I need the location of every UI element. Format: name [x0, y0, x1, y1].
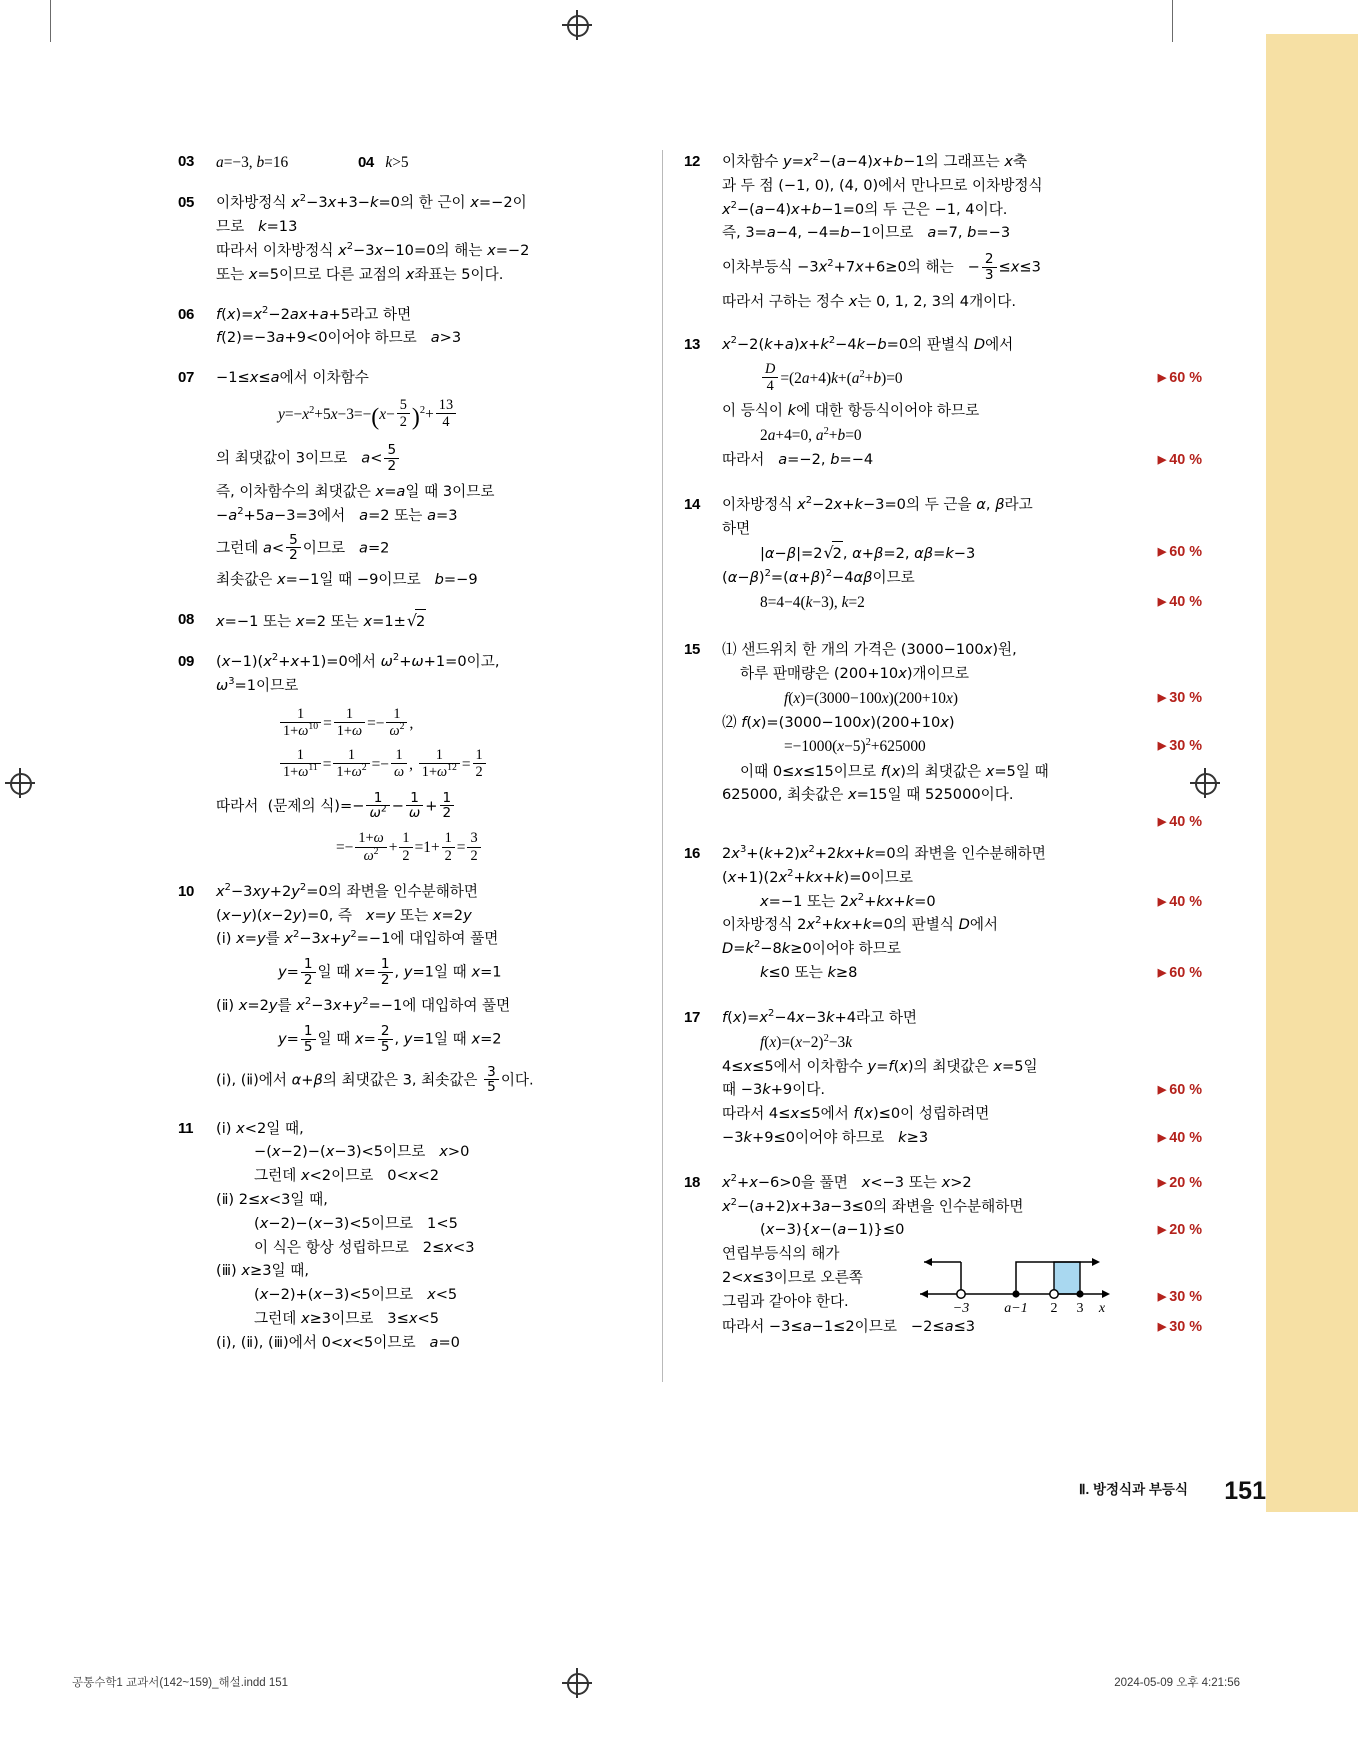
solution-line: 또는 x=5이므로 다른 교점의 x좌표는 5이다. — [216, 265, 504, 283]
solution-line: 4≤x≤5에서 이차함수 y=f(x)의 최댓값은 x=5일 — [722, 1057, 1038, 1075]
solution-line: $y=-x^2+5x-3=-(x-$ $\frac{5}{2}$ )$^2$+ $\frac{13}{4}$ — [216, 398, 630, 437]
solution-line: 이차방정식 $2x^2+kx+k=0$의 판별식 D에서 — [722, 915, 999, 934]
score-badge: ▶ 30 % — [1157, 738, 1202, 755]
solution-line: −(x−2)−(x−3)<5이므로 x>0 — [254, 1143, 470, 1161]
solution-line: 따라서 이차방정식 $x^2-3x-10=0$의 해는 x=−2 — [216, 241, 530, 259]
score-badge: ▶ 40 % — [1157, 814, 1202, 831]
column-divider — [662, 150, 663, 1382]
svg-text:x: x — [1098, 1301, 1106, 1317]
solution-line: 즉, 이차함수의 최댓값은 x=a일 때 3이므로 — [216, 482, 495, 500]
solution-line: (ⅲ) x≥3일 때, — [216, 1262, 309, 1280]
solution-line: $x^2+x-6>0$을 풀면 x<−3 또는 x>2 ▶ 20 % — [722, 1171, 1084, 1195]
solution-item-06 — [178, 303, 630, 351]
crop-mark-top-right — [1172, 0, 1173, 42]
solution-line: ⑴ 샌드위치 한 개의 가격은 (3000−100x)원, — [722, 640, 1017, 658]
solution-item-08 — [178, 608, 630, 634]
solution-line: 따라서 a=−2, b=−4 ▶ 40 % — [722, 448, 1084, 472]
score-badge: ▶ 30 % — [1157, 689, 1202, 706]
solution-line: 그림과 같아야 한다. — [722, 1292, 849, 1310]
score-badge: ▶ 60 % — [1157, 544, 1202, 561]
solution-line: 즉, 3=a−4, −4=b−1이므로 a=7, b=−3 — [722, 224, 1011, 242]
solution-item-05 — [178, 191, 630, 286]
solution-line: 625000, 최솟값은 x=15일 때 525000이다. — [722, 786, 1014, 804]
item-number: 12 — [684, 153, 700, 170]
item-number: 13 — [684, 335, 700, 353]
solution-item-18 — [684, 1171, 1202, 1339]
solution-line: y= $\frac{1}{5}$ 일 때 x= $\frac{2}{5}$ , y=1일 때 x=2 — [278, 1022, 502, 1055]
solution-line: $(\alpha-\beta)^2=(\alpha+\beta)^2-4\alpha\beta$이므로 — [722, 568, 915, 587]
solution-line: x=−1 또는 x=2 또는 x=1±√2 — [216, 608, 630, 634]
solution-line: f(x)=(3000−100x)(200+10x) ▶ 30 % — [722, 686, 1084, 711]
solution-line: 의 최댓값이 3이므로 a< $\frac{5}{2}$ — [216, 443, 630, 474]
solution-item-03 — [178, 150, 630, 175]
solution-line: (ⅰ) x=y를 $x^2-3x+y^2=-1$에 대입하여 풀면 — [216, 929, 499, 948]
page-side-band — [1266, 34, 1358, 1512]
score-badge: ▶ 30 % — [1157, 1319, 1202, 1336]
solution-line: 8=4−4(k−3), k=2 ▶ 40 % — [722, 590, 1084, 615]
solution-line: $f(x)=x^2-2ax+a+5$라고 하면 — [216, 304, 412, 323]
page-number: 151 — [1224, 1477, 1266, 1505]
score-badge: ▶ 40 % — [1157, 593, 1202, 610]
solution-line: 따라서 4≤x≤5에서 f(x)≤0이 성립하려면 — [722, 1105, 990, 1123]
solution-line: (x−2)+(x−3)<5이므로 x<5 — [254, 1286, 458, 1304]
solution-item-17 — [684, 1006, 1202, 1150]
solution-line: k≤0 또는 k≥8 ▶ 60 % — [722, 961, 1084, 985]
score-badge: ▶ 40 % — [1157, 893, 1202, 910]
solution-line: (ⅰ) x<2일 때, — [216, 1119, 304, 1137]
solution-line: a=−3, b=16 04 k>5 — [216, 154, 409, 171]
solution-line: $f(x)=x^2-4x-3k+4$라고 하면 — [722, 1007, 918, 1026]
svg-text:3: 3 — [1076, 1301, 1084, 1317]
svg-text:a−1: a−1 — [1004, 1301, 1028, 1317]
item-number: 14 — [684, 495, 700, 513]
svg-text:2: 2 — [1050, 1301, 1058, 1317]
solution-line: $f(x)=(x-2)^2-3k$ — [760, 1032, 853, 1051]
solution-line: $\frac{D}{4}$ $=(2a+4)k+(a^2+b)=0$ ▶ 60 % — [722, 362, 1084, 395]
solution-line: 하면 — [722, 519, 751, 537]
solution-line: (ⅱ) x=2y를 $x^2-3x+y^2=-1$에 대입하여 풀면 — [216, 996, 511, 1015]
solution-line: $(x-1)(x^2+x+1)=0$에서 $\omega^2+\omega+1=0$이고, — [216, 652, 500, 670]
solution-line: (x−y)(x−2y)=0, 즉 x=y 또는 x=2y — [216, 906, 472, 924]
solution-line: 최솟값은 x=−1일 때 −9이므로 b=−9 — [216, 571, 478, 589]
number-line-svg — [906, 1240, 1116, 1322]
score-badge: ▶ 40 % — [1157, 451, 1202, 468]
solution-line — [722, 807, 1202, 831]
solution-line: −3k+9≤0이어야 하므로 k≥3 ▶ 40 % — [722, 1126, 1084, 1150]
item-number: 09 — [178, 652, 194, 670]
file-name-footer: 공통수학1 교과서(142~159)_해설.indd 151 — [72, 1677, 289, 1689]
solution-line: f(2)=−3a+9<0이어야 하므로 a>3 — [216, 329, 462, 347]
solution-line: 2<x≤3이므로 오른쪽 — [722, 1268, 863, 1286]
item-number: 15 — [684, 640, 700, 658]
solution-line: 따라서 −3≤a−1≤2이므로 −2≤a≤3 ▶ 30 % — [722, 1315, 1084, 1339]
solution-line: 이 등식이 k에 대한 항등식이어야 하므로 — [722, 402, 980, 420]
solution-line: 이차함수 $y=x^2-(a-4)x+b-1$의 그래프는 x축 — [722, 152, 1028, 170]
solution-line: (ⅰ), (ⅱ)에서 α+β의 최댓값은 3, 최솟값은 $\frac{3}{5}$ 이다. — [216, 1063, 534, 1096]
chapter-footer: Ⅱ. 방정식과 부등식 — [1078, 1482, 1188, 1497]
score-badge: ▶ 20 % — [1157, 1222, 1202, 1239]
solution-line: $x^2-(a+2)x+3a-3\le 0$의 좌변을 인수분해하면 — [722, 1196, 1024, 1215]
solution-line: $-a^2+5a-3=3$에서 a=2 또는 a=3 — [216, 505, 458, 524]
registration-mark-bottom — [562, 1668, 592, 1698]
solution-line: 2a+4=0, $a^2+b=0$ — [760, 425, 862, 444]
solution-item-10 — [178, 880, 630, 1096]
solution-line: 이차방정식 $x^2-2x+k-3=0$의 두 근을 α, β라고 — [722, 494, 1033, 513]
solution-line: 그런데 x≥3이므로 3≤x<5 — [254, 1309, 439, 1327]
svg-text:−3: −3 — [952, 1301, 970, 1317]
solution-line: y= $\frac{1}{2}$ 일 때 x= $\frac{1}{2}$ , y=1일 때 x=1 — [278, 956, 502, 988]
solution-line: $\frac{1}{1+\omega^{11}}$ = $\frac{1}{1+\omega^2}$ =− $\frac{1}{\omega}$ , $\frac{1}{1+\omega^{12}}$ = $\frac{1}{2}$ — [216, 748, 630, 781]
solution-line: $x^2-(a-4)x+b-1=0$의 두 근은 −1, 4이다. — [722, 199, 1008, 218]
solution-line: $2x^3+(k+2)x^2+2kx+k=0$의 좌변을 인수분해하면 — [722, 844, 1046, 863]
solution-line: 과 두 점 (−1, 0), (4, 0)에서 만나므로 이차방정식 — [722, 176, 1043, 194]
score-badge: ▶ 60 % — [1157, 1082, 1202, 1099]
solution-line: $\omega^3=1$이므로 — [216, 675, 299, 694]
solution-line: 이차방정식 $x^2-3x+3-k=0$의 한 근이 x=−2이 — [216, 193, 527, 212]
solution-line: (x−2)−(x−3)<5이므로 1<5 — [254, 1214, 458, 1232]
solution-line: (ⅰ), (ⅱ), (ⅲ)에서 0<x<5이므로 a=0 — [216, 1333, 460, 1351]
right-column — [684, 150, 1202, 1346]
solution-line: 이차부등식 $-3x^2+7x+6\ge 0$의 해는 − $\frac{2}{3}$ ≤x≤3 — [722, 251, 1041, 283]
score-badge: ▶ 60 % — [1157, 965, 1202, 981]
solution-line: (x−3){x−(a−1)}≤0 ▶ 20 % — [722, 1218, 1084, 1242]
item-number: 05 — [178, 194, 194, 212]
solution-item-13 — [684, 333, 1202, 472]
solution-line: 그런데 a< $\frac{5}{2}$ 이므로 a=2 — [216, 531, 390, 564]
solution-line: 따라서 구하는 정수 x는 0, 1, 2, 3의 4개이다. — [722, 292, 1017, 310]
solution-line: =− $\frac{1+\omega}{\omega^2}$ + $\frac{1}{2}$ =1+ $\frac{1}{2}$ = $\frac{3}{2}$ — [216, 831, 630, 864]
registration-mark-top — [562, 10, 592, 40]
solution-line: $x^2-2(k+a)x+k^2-4k-b=0$의 판별식 D에서 — [722, 334, 1014, 353]
solution-line: ⑵ f(x)=(3000−100x)(200+10x) — [722, 713, 955, 731]
score-badge: ▶ 30 % — [1157, 1289, 1202, 1306]
item-number: 17 — [684, 1008, 700, 1026]
solution-line: |α−β|=2√2, α+β=2, αβ=k−3 ▶ 60 % — [722, 540, 1084, 566]
item-number-04: 04 — [357, 154, 374, 171]
left-column — [178, 150, 630, 1361]
item-number: 07 — [178, 369, 194, 387]
solution-item-07 — [178, 366, 630, 592]
item-number: 18 — [684, 1173, 700, 1191]
solution-line: x=−1 또는 $2x^2+kx+k=0$ ▶ 40 % — [722, 890, 1084, 914]
score-badge: ▶ 60 % — [1157, 369, 1202, 386]
solution-line: $\frac{1}{1+\omega^{10}}$ = $\frac{1}{1+\omega}$ =− $\frac{1}{\omega^2}$ , — [216, 707, 630, 740]
item-number: 06 — [178, 305, 194, 323]
solution-item-15 — [684, 638, 1202, 831]
solution-item-14 — [684, 493, 1202, 615]
solution-line: (ⅱ) 2≤x<3일 때, — [216, 1190, 328, 1208]
solution-line: $x^2-3xy+2y^2=0$의 좌변을 인수분해하면 — [216, 882, 478, 900]
print-timestamp-footer: 2024-05-09 오후 4:21:56 — [1114, 1677, 1240, 1689]
solution-item-11 — [178, 1117, 630, 1355]
score-badge: ▶ 20 % — [1157, 1174, 1202, 1191]
item-number: 11 — [178, 1119, 194, 1137]
solution-line: 므로 k=13 — [216, 218, 298, 236]
registration-mark-right — [1190, 768, 1220, 798]
solution-line: $(x+1)(2x^2+kx+k)=0$이므로 — [722, 868, 913, 886]
solution-line: 이 식은 항상 성립하므로 2≤x<3 — [254, 1238, 475, 1256]
solution-line: $=-1000(x-5)^2+625000$ ▶ 30 % — [722, 734, 1084, 759]
item-number: 03 — [178, 153, 194, 170]
score-badge: ▶ 40 % — [1157, 1130, 1202, 1147]
solution-line: 이때 0≤x≤15이므로 f(x)의 최댓값은 x=5일 때 — [740, 762, 1049, 780]
solution-item-16 — [684, 842, 1202, 985]
solution-item-09 — [178, 650, 630, 864]
solution-item-12 — [684, 150, 1084, 314]
crop-mark-top-left — [50, 0, 51, 42]
solution-line: 때 −3k+9이다. ▶ 60 % — [722, 1078, 1084, 1102]
item-number: 08 — [178, 611, 194, 629]
solution-line: 연립부등식의 해가 — [722, 1245, 840, 1263]
item-number: 16 — [684, 845, 700, 863]
item-number: 10 — [178, 882, 194, 900]
solution-line: $D=k^2-8k\ge 0$이어야 하므로 — [722, 939, 901, 958]
solution-line: 따라서 (문제의 식)=− $\frac{1}{\omega^2}$ − $\frac{1}{\omega}$ + $\frac{1}{2}$ — [216, 791, 630, 822]
solution-line: 그런데 x<2이므로 0<x<2 — [254, 1167, 439, 1185]
solution-line: 하루 판매량은 (200+10x)개이므로 — [740, 664, 969, 682]
solution-line: −1≤x≤a에서 이차함수 — [216, 369, 369, 387]
registration-mark-left — [5, 768, 35, 798]
